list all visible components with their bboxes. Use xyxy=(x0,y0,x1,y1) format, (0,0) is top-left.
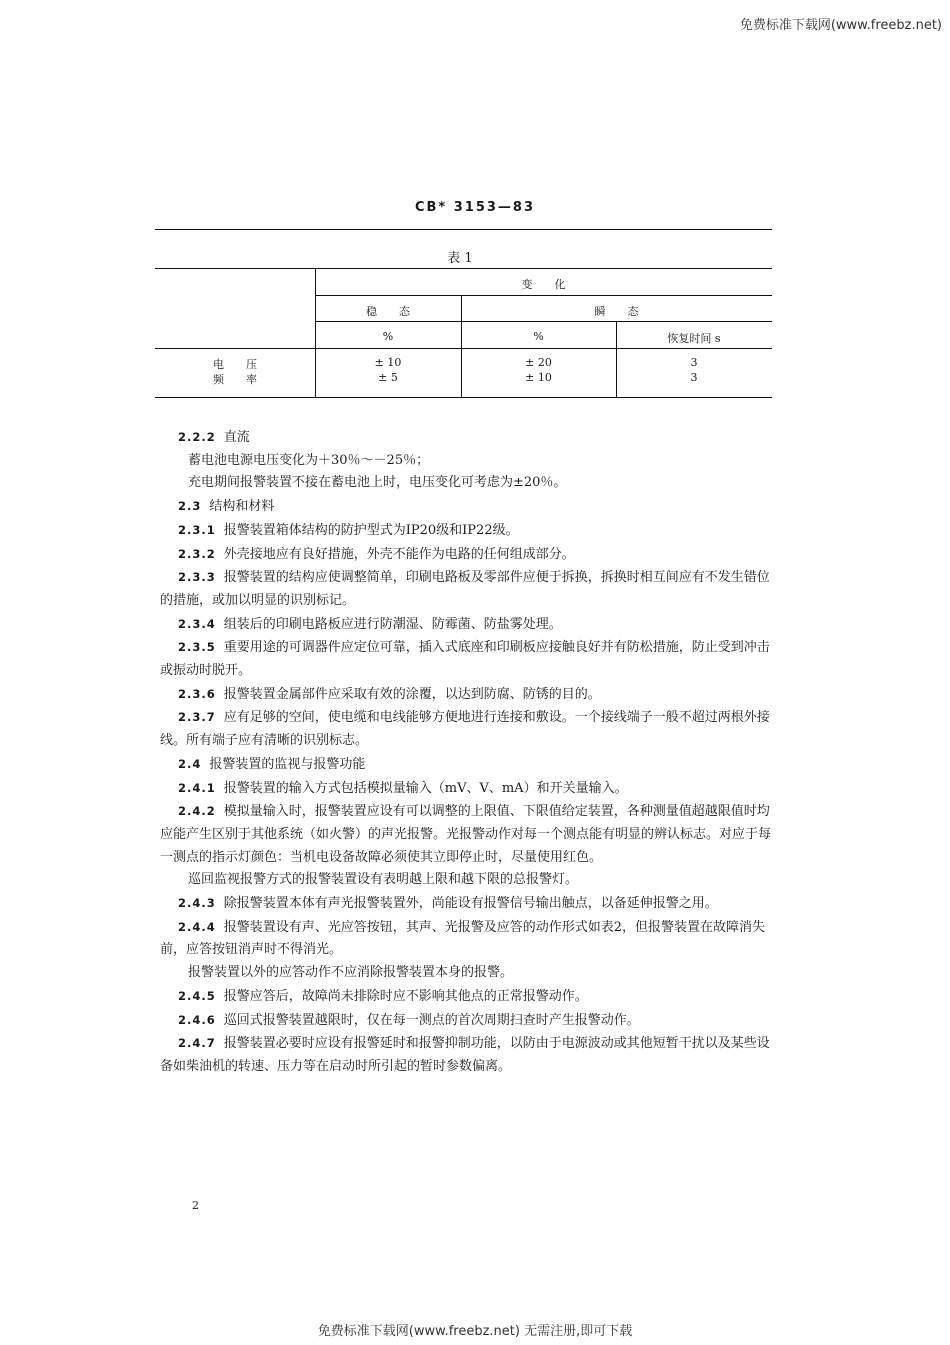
clause-number: 2.3.3 xyxy=(178,570,216,585)
clause-number: 2.4.1 xyxy=(178,780,216,795)
clause-number: 2.4.4 xyxy=(178,919,216,934)
table-head-percent-transient: % xyxy=(533,330,544,343)
clause-number: 2.3.2 xyxy=(178,546,216,561)
paragraph-text: 充电期间报警装置不接在蓄电池上时，电压变化可考虑为±20％。 xyxy=(188,475,567,491)
paragraph-2-2-2 xyxy=(160,426,780,450)
table-head-transient: 瞬 态 xyxy=(594,305,639,318)
clause-text: 模拟量输入时，报警装置应设有可以调整的上限值、下限值给定装置，各种测量值超越限值时均应能产生区别于其他系统（如火警）的声光报警。光报警动作对每一个测点能有明显的辨认标志。对应于每一测点的指示灯颜色：当机电设备故障必须使其立即停止时，尽量使用红色。 xyxy=(160,804,772,865)
clause-number: 2.4.2 xyxy=(178,804,216,819)
table-cell-steady: ± 5 xyxy=(378,371,398,384)
table-head-recovery: 恢复时间 s xyxy=(667,332,721,345)
paragraph-2-4-3 xyxy=(160,892,780,916)
paragraph-text: 蓄电池电源电压变化为＋30％～－25％； xyxy=(188,452,430,468)
clause-number: 2.3 xyxy=(178,499,202,514)
clause-number: 2.3.5 xyxy=(178,640,216,655)
clause-text: 巡回式报警装置越限时，仅在每一测点的首次周期扫查时产生报警动作。 xyxy=(223,1012,640,1028)
paragraph-2-4-5 xyxy=(160,985,780,1009)
table-cell-transient: ± 10 xyxy=(525,371,552,384)
clause-number: 2.4.6 xyxy=(178,1012,216,1027)
clause-text: 报警装置的结构应使调整简单，印刷电路板及零部件应便于拆换，拆换时相互间应有不发生错位的措施，或加以明显的识别标记。 xyxy=(160,570,770,608)
header-rule xyxy=(155,229,772,230)
clause-text: 直流 xyxy=(223,430,250,445)
table-head-change: 变 化 xyxy=(521,278,566,291)
table-row-label: 频 率 xyxy=(213,373,257,386)
body-text xyxy=(160,426,780,1079)
table-1 xyxy=(155,268,772,398)
clause-number: 2.3.7 xyxy=(178,710,216,725)
paragraph-2-4-2 xyxy=(160,800,780,869)
clause-text: 报警应答后，故障尚未排除时应不影响其他点的正常报警动作。 xyxy=(223,988,588,1004)
paragraph-2-3-1 xyxy=(160,519,780,543)
table-head-steady: 稳 态 xyxy=(366,305,410,318)
clause-text: 除报警装置本体有声光报警装置外，尚能设有报警信号输出触点，以备延伸报警之用。 xyxy=(223,896,718,912)
paragraph-2-3 xyxy=(160,495,780,519)
table-rule xyxy=(315,321,772,322)
paragraph-2-4 xyxy=(160,753,780,777)
clause-text: 报警装置的输入方式包括模拟量输入（mV、V、mA）和开关量输入。 xyxy=(223,780,628,796)
table-head-percent-steady: % xyxy=(382,330,394,343)
clause-number: 2.3.6 xyxy=(178,686,216,701)
clause-number: 2.4.5 xyxy=(178,988,216,1003)
table-rule xyxy=(315,295,772,296)
clause-text: 外壳接地应有良好措施，外壳不能作为电路的任何组成部分。 xyxy=(223,546,575,562)
page-number: 2 xyxy=(192,1199,199,1212)
watermark-bottom: 免费标准下载网(www.freebz.net) 无需注册,即可下载 xyxy=(317,1324,633,1339)
table-cell-transient: ± 20 xyxy=(525,356,552,369)
watermark-top: 免费标准下载网(www.freebz.net) xyxy=(739,18,942,33)
table-row-label: 电 压 xyxy=(213,358,257,371)
table-cell-recovery: 3 xyxy=(690,371,698,384)
paragraph-2-4-7 xyxy=(160,1032,780,1078)
table-cell-recovery: 3 xyxy=(690,356,698,369)
clause-number: 2.4.7 xyxy=(178,1036,216,1051)
clause-text: 应有足够的空间，使电缆和电线能够方便地进行连接和敷设。一个接线端子一般不超过两根外接线。所有端子应有清晰的识别标志。 xyxy=(160,710,770,749)
clause-text: 报警装置设有声、光应答按钮，其声、光报警及应答的动作形式如表2，但报警装置在故障消失前，应答按钮消声时不得消光。 xyxy=(160,919,766,958)
standard-code: CB* 3153—83 xyxy=(414,200,536,215)
clause-text: 报警装置必要时应设有报警延时和报警抑制功能，以防由于电源波动或其他短暂干扰以及某些设备如柴油机的转速、压力等在启动时所引起的暂时参数偏离。 xyxy=(160,1036,770,1074)
clause-text: 报警装置的监视与报警功能 xyxy=(209,756,366,772)
table-cell-steady: ± 10 xyxy=(374,356,402,369)
table-title: 表 1 xyxy=(447,251,473,266)
clause-number: 2.2.2 xyxy=(178,430,216,444)
paragraph-2-3-5 xyxy=(160,636,780,682)
clause-number: 2.4.3 xyxy=(178,896,216,911)
paragraph-2-3-6 xyxy=(160,683,780,707)
clause-number: 2.3.1 xyxy=(178,522,216,537)
table-rule xyxy=(155,348,772,349)
paragraph-2-4-4 xyxy=(160,916,780,962)
paragraph-2-3-7 xyxy=(160,706,780,752)
clause-number: 2.4 xyxy=(178,756,202,771)
paragraph-2-4-6 xyxy=(160,1009,780,1033)
paragraph-text: 报警装置以外的应答动作不应消除报警装置本身的报警。 xyxy=(188,965,514,981)
clause-number: 2.3.4 xyxy=(178,616,216,631)
clause-text: 组装后的印刷电路板应进行防潮湿、防霉菌、防盐雾处理。 xyxy=(223,616,562,632)
clause-text: 报警装置金属部件应采取有效的涂覆，以达到防腐、防锈的目的。 xyxy=(223,686,601,702)
paragraph-2-4-1 xyxy=(160,777,780,801)
paragraph-2-3-2 xyxy=(160,543,780,567)
clause-text: 重要用途的可调器件应定位可靠，插入式底座和印刷板应接触良好并有防松措施，防止受到冲击或振动时脱开。 xyxy=(160,640,770,679)
paragraph-2-3-3 xyxy=(160,566,780,612)
clause-text: 报警装置箱体结构的防护型式为IP20级和IP22级。 xyxy=(223,522,519,538)
paragraph-2-3-4 xyxy=(160,613,780,637)
paragraph-text: 巡回监视报警方式的报警装置设有表明越上限和越下限的总报警灯。 xyxy=(188,872,579,888)
clause-text: 结构和材料 xyxy=(209,499,275,515)
